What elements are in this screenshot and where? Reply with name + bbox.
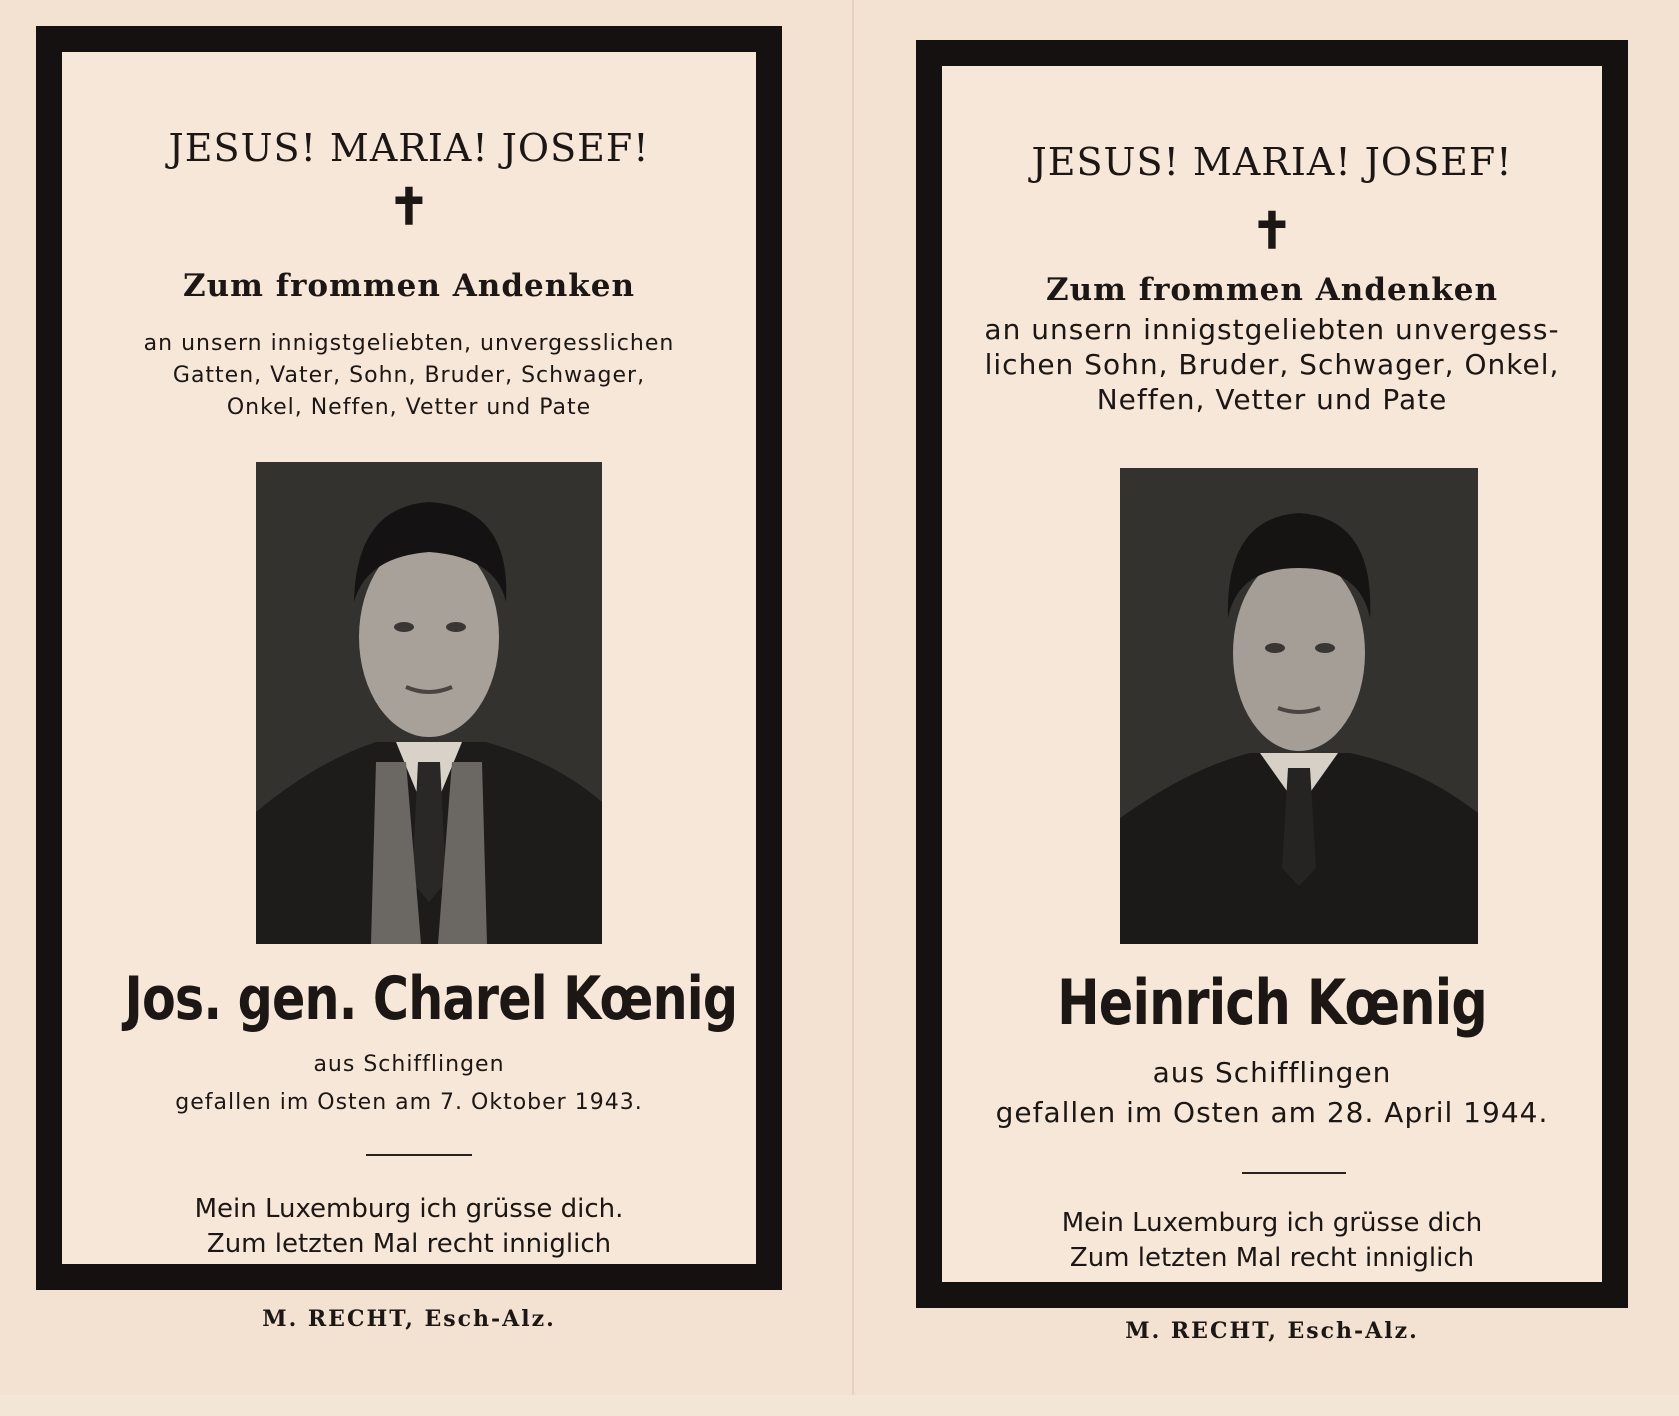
verse: Mein Luxemburg ich grüsse dich. Zum letzten Mal recht inniglich — [194, 1194, 624, 1260]
deceased-name: Heinrich Kœnig — [1057, 966, 1487, 1039]
dedication: an unsern innigstgeliebten unvergess- lichen Sohn, Bruder, Schwager, Onkel, Neffen, Vetter und Pate — [984, 313, 1560, 416]
divider — [1242, 1172, 1346, 1174]
death-date: gefallen im Osten am 28. April 1944. — [995, 1096, 1549, 1129]
invocation: JESUS! MARIA! JOSEF! — [1031, 140, 1513, 184]
verse: Mein Luxemburg ich grüsse dich Zum letzten Mal recht inniglich — [1061, 1208, 1483, 1274]
cross-icon: ✝ — [1251, 201, 1293, 260]
printer-credit-left: M. RECHT, Esch-Alz. — [262, 1306, 556, 1332]
deceased-name: Jos. gen. Charel Kœnig — [124, 964, 738, 1034]
memorial-card-right — [916, 40, 1628, 1308]
origin: aus Schifflingen — [313, 1052, 505, 1077]
origin: aus Schifflingen — [1152, 1056, 1392, 1089]
cross-icon: ✝ — [388, 177, 430, 236]
portrait-photo — [256, 462, 602, 944]
divider — [366, 1154, 472, 1156]
heading: Zum frommen Andenken — [1045, 272, 1499, 308]
dedication: an unsern innigstgeliebten, unvergesslichen Gatten, Vater, Sohn, Bruder, Schwager, Onkel, Neffen, Vetter und Pate — [143, 331, 675, 420]
portrait-photo — [1120, 468, 1478, 944]
invocation: JESUS! MARIA! JOSEF! — [168, 126, 650, 170]
fold-line — [852, 0, 854, 1395]
printer-credit-right: M. RECHT, Esch-Alz. — [1125, 1318, 1419, 1344]
memorial-card-left — [36, 26, 782, 1290]
heading: Zum frommen Andenken — [182, 268, 636, 304]
death-date: gefallen im Osten am 7. Oktober 1943. — [175, 1090, 643, 1115]
